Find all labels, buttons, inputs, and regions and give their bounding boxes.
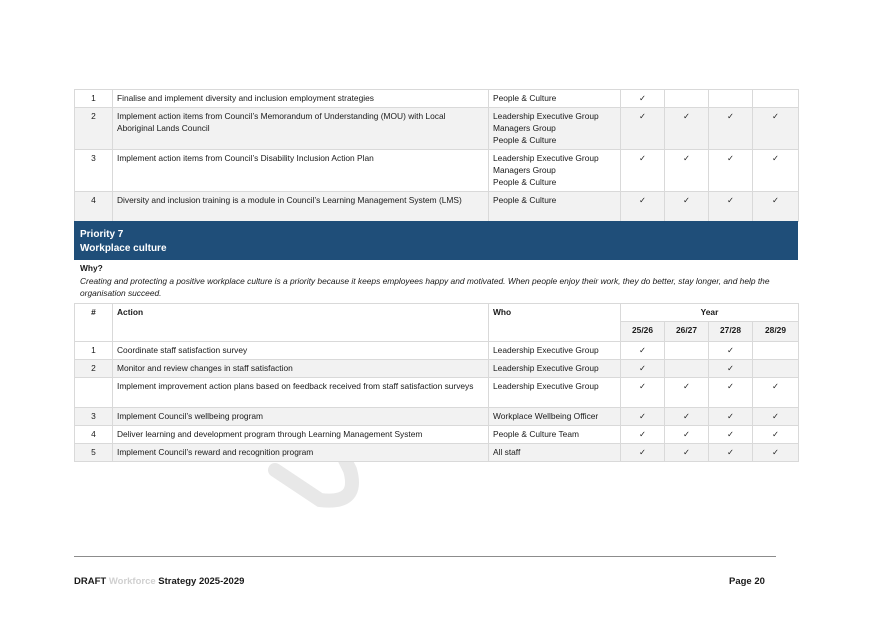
table-row — [75, 90, 799, 108]
footer-title — [74, 576, 244, 587]
table-row — [75, 444, 799, 462]
who-cell: Leadership Executive Group — [489, 342, 621, 360]
footer-draft: DRAFT — [74, 576, 107, 587]
action-cell: Deliver learning and development program through Learning Management System — [113, 426, 489, 444]
check-cell: ✓ — [709, 150, 753, 192]
check-cell: ✓ — [753, 192, 799, 222]
check-cell: ✓ — [621, 342, 665, 360]
check-cell: ✓ — [709, 342, 753, 360]
table-row — [75, 408, 799, 426]
who-cell: People & Culture Team — [489, 426, 621, 444]
row-number — [75, 378, 113, 408]
header-year: Year — [621, 304, 799, 322]
check-cell: ✓ — [621, 108, 665, 150]
who-cell: Leadership Executive Group — [489, 360, 621, 378]
check-cell: ✓ — [621, 90, 665, 108]
check-cell: ✓ — [621, 426, 665, 444]
check-cell: ✓ — [753, 150, 799, 192]
who-cell: All staff — [489, 444, 621, 462]
workplace-culture-table — [74, 303, 799, 462]
check-cell: ✓ — [709, 426, 753, 444]
who-cell: People & Culture — [489, 90, 621, 108]
check-cell: ✓ — [753, 426, 799, 444]
who-cell: Leadership Executive Group Managers Group People & Culture — [489, 150, 621, 192]
check-cell: ✓ — [709, 444, 753, 462]
row-number: 3 — [75, 408, 113, 426]
check-cell: ✓ — [621, 360, 665, 378]
priority-label: Priority 7 — [80, 229, 124, 240]
check-cell: ✓ — [665, 378, 709, 408]
action-cell: Implement action items from Council’s Disability Inclusion Action Plan — [113, 150, 489, 192]
row-number: 4 — [75, 426, 113, 444]
check-cell — [753, 360, 799, 378]
check-cell — [665, 90, 709, 108]
header-number: # — [75, 304, 113, 342]
who-cell: Leadership Executive Group — [489, 378, 621, 408]
check-cell: ✓ — [709, 378, 753, 408]
action-cell: Implement action items from Council’s Memorandum of Understanding (MOU) with Local Aboriginal Lands Council — [113, 108, 489, 150]
check-cell — [665, 360, 709, 378]
row-number: 2 — [75, 360, 113, 378]
why-label: Why? — [80, 263, 103, 273]
action-cell: Coordinate staff satisfaction survey — [113, 342, 489, 360]
table-row — [75, 150, 799, 192]
check-cell: ✓ — [753, 444, 799, 462]
footer-strategy: Strategy 2025-2029 — [158, 576, 245, 587]
check-cell: ✓ — [665, 150, 709, 192]
row-number: 4 — [75, 192, 113, 222]
check-cell: ✓ — [665, 192, 709, 222]
row-number: 2 — [75, 108, 113, 150]
diversity-actions-table — [74, 89, 799, 222]
header-who: Who — [489, 304, 621, 342]
check-cell: ✓ — [753, 378, 799, 408]
table-header-row — [75, 304, 799, 322]
check-cell: ✓ — [753, 108, 799, 150]
check-cell: ✓ — [621, 378, 665, 408]
table-row — [75, 108, 799, 150]
check-cell — [665, 342, 709, 360]
action-cell: Implement Council’s wellbeing program — [113, 408, 489, 426]
table-row — [75, 192, 799, 222]
check-cell: ✓ — [709, 192, 753, 222]
header-year-col: 27/28 — [709, 322, 753, 342]
row-number: 3 — [75, 150, 113, 192]
header-year-col: 25/26 — [621, 322, 665, 342]
row-number: 1 — [75, 342, 113, 360]
priority-title: Workplace culture — [80, 243, 167, 254]
check-cell: ✓ — [621, 192, 665, 222]
header-year-col: 26/27 — [665, 322, 709, 342]
page-number: Page 20 — [729, 576, 765, 587]
table-row — [75, 360, 799, 378]
footer-brand: Workforce — [108, 576, 156, 587]
who-cell: People & Culture — [489, 192, 621, 222]
check-cell — [753, 90, 799, 108]
action-cell: Diversity and inclusion training is a module in Council’s Learning Management System (LMS) — [113, 192, 489, 222]
why-text: Creating and protecting a positive workplace culture is a priority because it keeps employees happy and motivated. When people enjoy their work, they do better, stay longer, and help the organisation succeed. — [80, 276, 770, 298]
action-cell: Finalise and implement diversity and inclusion employment strategies — [113, 90, 489, 108]
why-section — [74, 261, 798, 303]
header-year-col: 28/29 — [753, 322, 799, 342]
check-cell: ✓ — [709, 408, 753, 426]
table-row — [75, 378, 799, 408]
action-cell: Implement Council’s reward and recognition program — [113, 444, 489, 462]
priority-banner — [74, 221, 798, 260]
footer-divider — [74, 556, 776, 557]
check-cell: ✓ — [709, 108, 753, 150]
who-cell: Workplace Wellbeing Officer — [489, 408, 621, 426]
table-row — [75, 426, 799, 444]
check-cell: ✓ — [665, 108, 709, 150]
check-cell: ✓ — [621, 444, 665, 462]
check-cell: ✓ — [665, 408, 709, 426]
check-cell: ✓ — [665, 444, 709, 462]
check-cell: ✓ — [665, 426, 709, 444]
check-cell — [753, 342, 799, 360]
header-action: Action — [113, 304, 489, 342]
check-cell: ✓ — [709, 360, 753, 378]
action-cell: Implement improvement action plans based on feedback received from staff satisfaction surveys — [113, 378, 489, 408]
action-cell: Monitor and review changes in staff satisfaction — [113, 360, 489, 378]
check-cell: ✓ — [621, 408, 665, 426]
table-row — [75, 342, 799, 360]
check-cell: ✓ — [621, 150, 665, 192]
check-cell — [709, 90, 753, 108]
row-number: 5 — [75, 444, 113, 462]
row-number: 1 — [75, 90, 113, 108]
who-cell: Leadership Executive Group Managers Group People & Culture — [489, 108, 621, 150]
check-cell: ✓ — [753, 408, 799, 426]
